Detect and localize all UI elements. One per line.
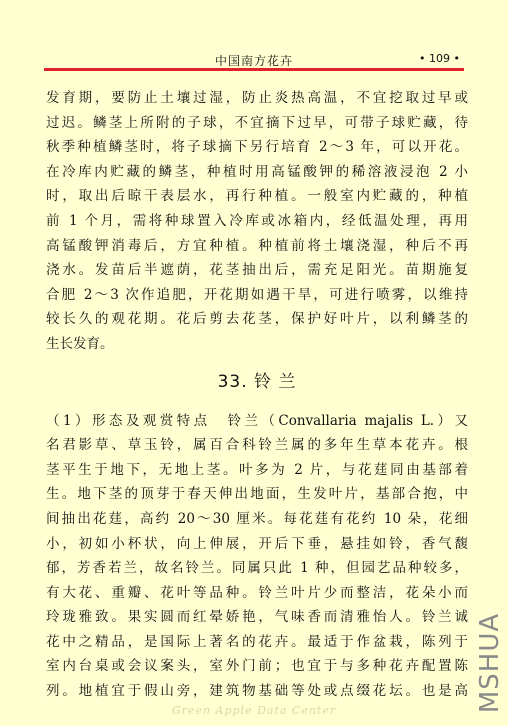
text-line: 郁，芳香若兰，故名铃兰。同属只此 1 种，但园艺品种较多， [46, 560, 468, 577]
page-header [44, 52, 464, 68]
side-watermark [470, 600, 508, 726]
text-line: 室内台桌或会议案头，室外门前；也宜于与多种花卉配置陈 [46, 658, 468, 675]
text-line: 小，初如小杯状，向上伸展，开后下垂，悬挂如铃，香气馥 [46, 535, 468, 552]
text-line: 玲珑雅致。果实圆而红晕娇艳，气味香而清雅怡人。铃兰诚 [46, 609, 468, 626]
text-line: 列。地植宜于假山旁，建筑物基础等处或点缀花坛。也是高 [46, 683, 468, 700]
text-line: 秋季种植鳞茎时，将子球摘下另行培育 2～3 年，可以开花。 [46, 139, 468, 156]
text-line: 过迟。鳞茎上所附的子球，不宜摘下过早，可带子球贮藏，待 [46, 114, 468, 131]
text-line: 间抽出花莛，高约 20～30 厘米。每花莛有花约 10 朵，花细 [46, 510, 468, 527]
section-heading: 33. 铃 兰 [217, 371, 297, 392]
text-line: 有大花、重瓣、花叶等品种。铃兰叶片少而整洁，花朵小而 [46, 584, 468, 601]
text-line: （1）形态及观赏特点 铃兰（Convallaria majalis L.）又 [46, 412, 468, 429]
running-header-title: 中国南方花卉 [214, 54, 293, 68]
text-line: 生长发育。 [46, 335, 114, 352]
text-line: 生。地下茎的顶芽于春天伸出地面，生发叶片，基部合抱，中 [46, 486, 468, 503]
page-number: • 109 • [419, 52, 460, 65]
text-line: 花中之精品，是国际上著名的花卉。最适于作盆栽，陈列于 [46, 633, 468, 650]
header-rule [44, 68, 464, 71]
paragraph-propagation-care [46, 86, 468, 357]
page-body [46, 86, 468, 704]
side-watermark-text: MSHUA [475, 612, 505, 714]
text-line: 合肥 2～3 次作追肥，开花期如遇干旱，可进行喷雾，以维持 [46, 286, 468, 303]
text-line: 时，取出后晾干表层水，再行种植。一般室内贮藏的，种植 [46, 188, 468, 205]
text-line: 浇水。发苗后半遮荫，花茎抽出后，需充足阳光。苗期施复 [46, 262, 468, 279]
text-line: 茎平生于地下，无地上茎。叶多为 2 片，与花莛同由基部着 [46, 461, 468, 478]
text-line: 名君影草、草玉铃，属百合科铃兰属的多年生草本花卉。根 [46, 437, 468, 454]
text-line: 在冷库内贮藏的鳞茎，种植时用高锰酸钾的稀溶液浸泡 2 小 [46, 163, 468, 180]
text-line: 发育期，要防止土壤过湿，防止炎热高温，不宜挖取过早或 [46, 90, 468, 106]
footer-watermark: Green Apple Data Center [171, 704, 337, 717]
paragraph-morphology [46, 409, 468, 704]
text-line: 高锰酸钾消毒后，方宜种植。种植前将土壤浇湿，种后不再 [46, 237, 468, 254]
text-line: 较长久的观花期。花后剪去花茎，保护好叶片，以利鳞茎的 [46, 311, 468, 328]
text-line: 前 1 个月，需将种球置入冷库或冰箱内，经低温处理，再用 [46, 212, 468, 229]
